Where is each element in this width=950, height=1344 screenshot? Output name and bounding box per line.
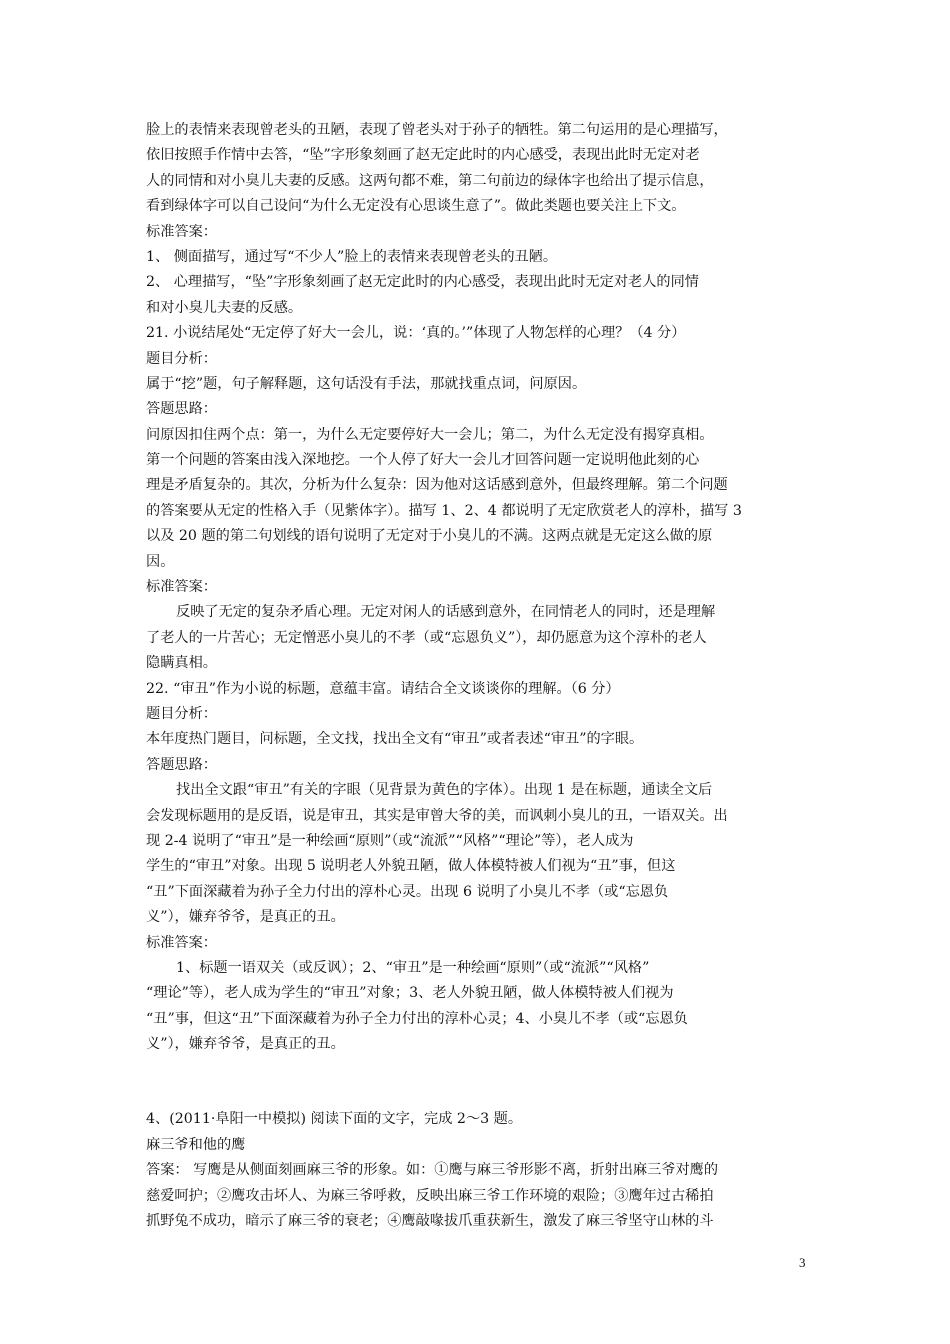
text-line: 人的同情和对小臭儿夫妻的反感。这两句都不难，第二句前边的绿体字也给出了提示信息， [146,172,714,189]
text-line: 第一个问题的答案由浅入深地挖。一个人停了好大一会儿才回答问题一定说明他此刻的心 [146,452,700,469]
text-line: 问原因扣住两个点：第一，为什么无定要停好大一会儿；第二，为什么无定没有揭穿真相。 [146,426,714,443]
text-line: 属于“挖”题，句子解释题，这句话没有手法，那就找重点词，问原因。 [146,375,587,392]
text-line: 现 2-4 说明了“审丑”是一种绘画“原则”（或“流派”“风格”“理论”等），老人成为 [146,832,634,849]
passage-title: 麻三爷和他的鹰 [146,1136,246,1153]
section-label: 答题思路： [146,401,217,418]
text-line: 依旧按照手作情中去答，“坠”字形象刻画了赵无定此时的内心感受，表现出此时无定对老 [146,147,700,164]
text-line: 看到绿体字可以自己设问“为什么无定没有心思谈生意了”。做此类题也要关注上下文。 [146,198,686,215]
text-line: 学生的“审丑”对象。出现 5 说明老人外貌丑陋，做人体模特被人们视为“丑”事，但这 [146,858,676,875]
page-number: 3 [799,1255,806,1270]
answer-line: 义”），嫌弃爷爷，是真正的丑。 [146,1036,345,1053]
section-label: 答题思路： [146,756,217,773]
text-line: 本年度热门题目，问标题，全文找，找出全文有“审丑”或者表述“审丑”的字眼。 [146,731,644,748]
section-label: 标准答案： [146,579,217,596]
answer-line: “丑”事，但这“丑”下面深藏着为孙子全力付出的淳朴心灵；4、小臭儿不孝（或“忘恩负 [146,1010,688,1027]
answer-line: 2、 心理描写，“坠”字形象刻画了赵无定此时的内心感受，表现出此时无定对老人的同情 [146,274,699,291]
text-line: 义”），嫌弃爷爷，是真正的丑。 [146,909,345,926]
text-line: 会发现标题用的是反语，说是审丑，其实是审曾大爷的美，而讽刺小臭儿的丑，一语双关。出 [146,807,728,824]
text-line: 脸上的表情来表现曾老头的丑陋，表现了曾老头对于孙子的牺牲。第二句运用的是心理描写， [146,122,728,138]
answer-line: 抓野兔不成功，暗示了麻三爷的衰老；④鹰敲喙拔爪重获新生，激发了麻三爷坚守山林的斗 [146,1213,714,1230]
question-line: 4、(2011·阜阳一中模拟) 阅读下面的文字，完成 2～3 题。 [146,1111,523,1128]
text-line: 理是矛盾复杂的。其次，分析为什么复杂：因为他对这话感到意外，但最终理解。第二个问题 [146,477,728,494]
text-line: 因。 [146,553,175,570]
question-line: 21. 小说结尾处“无定停了好大一会儿，说：‘真的。’”体现了人物怎样的心理？（4 分） [146,325,686,342]
answer-line: 了老人的一片苦心；无定憎恶小臭儿的不孝（或“忘恩负义”），却仍愿意为这个淳朴的老人 [146,629,707,646]
section-label: 题目分析： [146,705,217,722]
answer-line: 反映了无定的复杂矛盾心理。无定对闲人的话感到意外，在同情老人的同时，还是理解 [176,604,716,621]
answer-line: 隐瞒真相。 [146,655,217,672]
section-label: 题目分析： [146,350,217,367]
answer-line: 慈爱呵护；②鹰攻击坏人、为麻三爷呼救，反映出麻三爷工作环境的艰险；③鹰年过古稀拍 [146,1187,714,1204]
section-label: 标准答案： [146,934,217,951]
answer-line: “理论”等），老人成为学生的“审丑”对象；3、老人外貌丑陋，做人体模特被人们视为 [146,985,674,1002]
document-body [146,118,814,1234]
section-label: 标准答案： [146,223,217,240]
text-line: 找出全文跟“审丑”有关的字眼（见背景为黄色的字体）。出现 1 是在标题，通读全文后 [176,782,713,799]
question-line: 22. “审丑”作为小说的标题，意蕴丰富。请结合全文谈谈你的理解。（6 分） [146,680,620,697]
text-line: 的答案要从无定的性格入手（见紫体字）。描写 1、2、4 都说明了无定欣赏老人的淳朴，描写 3 [146,502,742,519]
text-line: 以及 20 题的第二句划线的语句说明了无定对于小臭儿的不满。这两点就是无定这么做的原 [146,528,713,545]
answer-line: 和对小臭儿夫妻的反感。 [146,299,303,316]
section-spacer [146,1057,814,1107]
text-line: “丑”下面深藏着为孙子全力付出的淳朴心灵。出现 6 说明了小臭儿不孝（或“忘恩负 [146,883,669,900]
answer-line: 答案： 写鹰是从侧面刻画麻三爷的形象。如：①鹰与麻三爷形影不离，折射出麻三爷对鹰的 [146,1162,719,1179]
answer-line: 1、 侧面描写，通过写“不少人”脸上的表情来表现曾老头的丑陋。 [146,248,558,265]
answer-line: 1、标题一语双关（或反讽）；2、“审丑”是一种绘画“原则”（或“流派”“风格” [176,959,650,976]
